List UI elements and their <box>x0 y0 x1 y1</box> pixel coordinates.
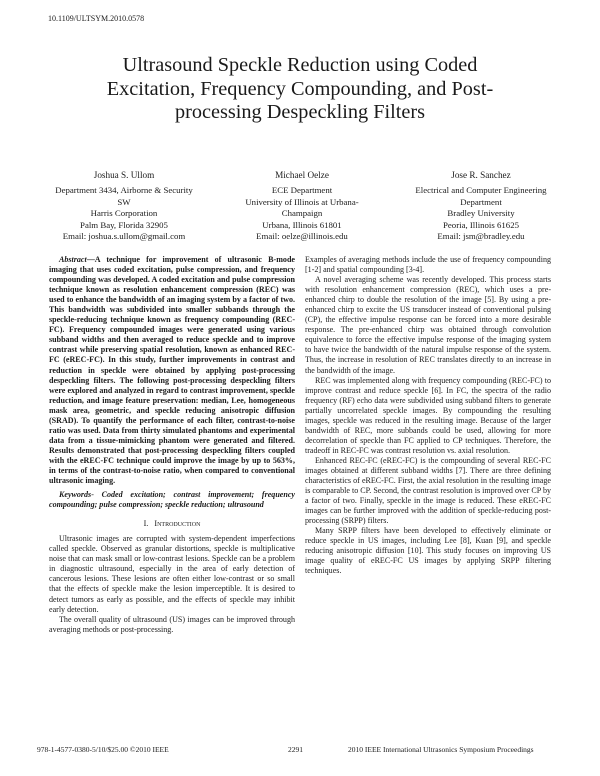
doi-text: 10.1109/ULTSYM.2010.0578 <box>48 14 145 23</box>
author-name: Jose R. Sanchez <box>451 170 511 180</box>
author-affiliation: SW <box>117 196 131 207</box>
footer-page-number: 2291 <box>288 745 303 754</box>
author-affiliation: ECE Department <box>271 185 333 196</box>
author-email: Email: joshua.s.ullom@gmail.com <box>62 231 186 242</box>
author-name: Joshua S. Ullom <box>93 170 155 180</box>
author-email: Email: jsm@bradley.edu <box>437 231 525 242</box>
author-affiliation: Electrical and Computer Engineering <box>415 185 547 196</box>
author-affiliation: Bradley University <box>447 208 515 219</box>
author-affiliation: Harris Corporation <box>90 208 158 219</box>
author-affiliation: Peoria, Illinois 61625 <box>443 219 519 230</box>
author-affiliation: Palm Bay, Florida 32905 <box>80 219 168 230</box>
abstract-label: Abstract <box>59 255 87 264</box>
author-block-2 <box>228 170 376 242</box>
author-affiliation: Champaign <box>281 208 323 219</box>
abstract-text: —A technique for improvement of ultrasonic B-mode imaging that uses coded excitation, pulse compression, and frequency compounding was developed. A coded excitation and pulse compression technique known as resolution enhancement compression (REC) was used to enhance the bandwidth of an imaging system by a factor of two. This bandwidth was subdivided into smaller subbands through the speckle-reducing technique known as frequency compounding (REC-FC). Frequency compounded images were generated using various subband widths and then averaged to reduce speckle and to improve contrast while preserving spatial resolution, known as enhanced REC-FC (eREC-FC). In this study, further improvements in contrast and reduction in speckle were obtained by applying post-processing despeckling filters. The following post-processing despeckling filters were explored and analyzed in regard to contrast improvement, speckle reduction, and image feature preservation: median, Lee, homogeneous mask area, geometric, and speckle reducing anisotropic diffusion (SRAD). To quantify the performance of each filter, contrast-to-noise ratio was used. Data from thirty simulated phantoms and experimental data from a tissue-mimicking phantom were generated and filtered. Results demonstrated that post-processing despeckling filters coupled with the eREC-FC technique could improve the image by up to 563%, in terms of the contrast-to-noise ratio, when compared to conventional ultrasonic imaging. <box>49 255 295 486</box>
left-column <box>49 255 295 635</box>
keywords: Keywords- Coded excitation; contrast improvement; frequency compounding; pulse compression; speckle reduction; ultrasound <box>49 490 295 510</box>
paragraph: A novel averaging scheme was recently developed. This process starts with resolution enhancement compression (REC), which uses a pre-enhanced chirp to double the resolution of the image [5]. By using a pre-enhanced chirp to excite the US transducer instead of conventional pulsing (CP), the effective impulse response can be forced into a more desirable response. The pre-enhanced chirp was obtained through convolution equivalence to force the effective impulse response of the imaging system to have twice the bandwidth of the natural impulse response of the system. Thus, the increase in resolution of REC translates directly to an increase in the bandwidth of the image. <box>305 275 551 375</box>
title-line-3: processing Despeckling Filters <box>174 101 426 123</box>
author-affiliation: Department <box>460 196 502 207</box>
author-affiliation: University of Illinois at Urbana- <box>245 196 359 207</box>
paragraph: Ultrasonic images are corrupted with system-dependent imperfections called speckle. Observed as granular distortions, speckle is multiplicative noise that can mask small or low-contrast lesions. Speckle can be a problem in diagnostic ultrasound, especially in the area of early detection of cancerous lesions. These lesions are often either low-contrast or so small that the effects of speckle make the lesion imperceptible. It is desired to detect tumors as early as possible, and the effects of speckle may inhibit early detection. <box>49 534 295 614</box>
paragraph: Enhanced REC-FC (eREC-FC) is the compounding of several REC-FC images obtained at different subband widths [7]. There are three defining characteristics of eREC-FC. First, the axial resolution in the resulting image is comparable to CP. Second, the contrast resolution is improved over CP by a factor of two. Finally, speckle in the image is reduced. These eREC-FC images can be further improved with the addition of speckle-reducing post-processing (SRPP) filters. <box>305 455 551 526</box>
right-column <box>305 255 551 577</box>
footer-copyright: 978-1-4577-0380-5/10/$25.00 ©2010 IEEE <box>37 745 169 754</box>
footer-proceedings: 2010 IEEE International Ultrasonics Symposium Proceedings <box>348 745 534 754</box>
author-block-3 <box>394 170 568 242</box>
paragraph: REC was implemented along with frequency compounding (REC-FC) to improve contrast and reduce speckle [6]. In FC, the spectra of the radio frequency (RF) echo data were subdivided using subband filters to generate partially uncorrelated speckle images. By compounding the resulting images, speckle was reduced in the resulting image. Because of the larger bandwidth of REC, more subbands could be used, allowing for more decorrelation of speckle than FC applied to CP techniques. Therefore, the tradeoff in REC-FC was contrast resolution vs. axial resolution. <box>305 375 551 455</box>
section-number: I. <box>143 519 149 529</box>
author-email: Email: oelze@illinois.edu <box>256 231 348 242</box>
author-affiliation: Urbana, Illinois 61801 <box>262 219 342 230</box>
author-name: Michael Oelze <box>275 170 329 180</box>
paragraph: The overall quality of ultrasound (US) images can be improved through averaging methods or post-processing. <box>49 614 295 634</box>
title-line-1: Ultrasound Speckle Reduction using Coded <box>122 54 478 76</box>
section-title: Introduction <box>154 519 201 529</box>
abstract <box>49 255 295 486</box>
paper-title <box>56 54 544 125</box>
paragraph: Many SRPP filters have been developed to effectively eliminate or reduce speckle in US images, including Lee [8], Kuan [9], and speckle reducing anisotropic diffusion [10]. This study focuses on improving US image quality of eREC-FC US images by applying SRPP filtering techniques. <box>305 526 551 576</box>
paragraph: Examples of averaging methods include the use of frequency compounding [1-2] and spatial compounding [3-4]. <box>305 255 551 275</box>
author-affiliation: Department 3434, Airborne & Security <box>55 185 193 196</box>
author-block-1 <box>40 170 208 242</box>
section-heading-introduction <box>49 519 295 529</box>
title-line-2: Excitation, Frequency Compounding, and Post- <box>106 77 494 100</box>
